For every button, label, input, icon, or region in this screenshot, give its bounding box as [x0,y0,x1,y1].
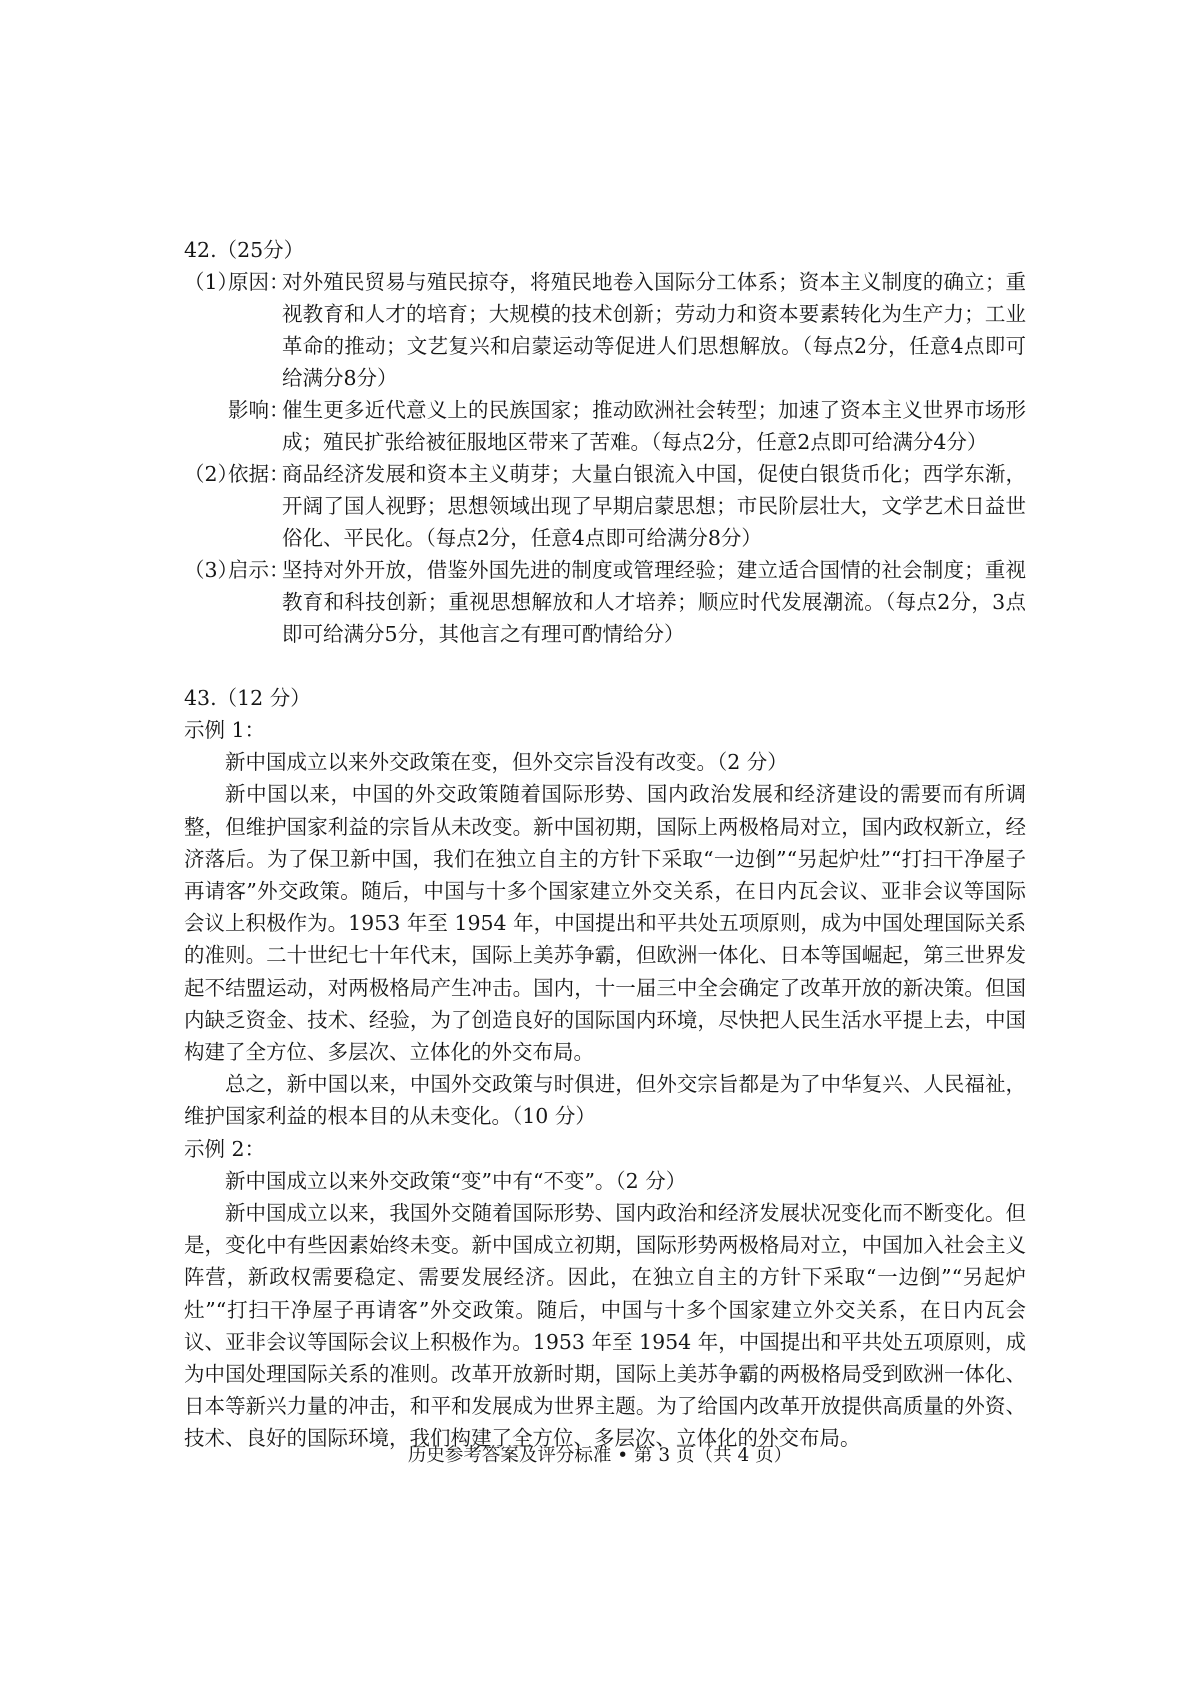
item-number: （2） [184,462,239,486]
example-1-thesis: 新中国成立以来外交政策在变，但外交宗旨没有改变。（2 分） [225,750,788,775]
answer-page-content [184,234,1026,1455]
item-label: 启示： [228,558,290,582]
item-number: （3） [184,558,239,582]
example-1-conclusion: 总之，新中国以来，中国外交政策与时俱进，但外交宗旨都是为了中华复兴、人民福祉，维护国家利益的根本目的从未变化。（10 分） [184,1072,1026,1129]
item-label: 原因： [228,270,290,294]
q42-item-3-lesson [184,554,1026,650]
q42-item-2-basis [184,458,1026,554]
question-42-header: 42.（25分） [184,238,305,262]
example-1-body: 新中国以来，中国的外交政策随着国际形势、国内政治发展和经济建设的需要而有所调整，但维护国家利益的宗旨从未改变。新中国初期，国际上两极格局对立，国内政权新立，经济落后。为了保卫新中国，我们在独立自主的方针下采取“一边倒”“另起炉灶”“打扫干净屋子再请客”外交政策。随后，中国与十多个国家建立外交关系，在日内瓦会议、亚非会议等国际会议上积极作为。1953 年至 1954 年，中国提出和平共处五项原则，成为中国处理国际关系的准则。二十世纪七十年代末，国际上美苏争霸，但欧洲一体化、日本等国崛起，第三世界发起不结盟运动，对两极格局产生冲击。国内，十一届三中全会确定了改革开放的新决策。但国内缺乏资金、技术、经验，为了创造良好的国际国内环境，尽快把人民生活水平提上去，中国构建了全方位、多层次、立体化的外交布局。 [184,782,1026,1065]
item-label: 依据： [228,462,290,486]
question-43-header: 43.（12 分） [184,686,311,710]
item-text: 坚持对外开放，借鉴外国先进的制度或管理经验；建立适合国情的社会制度；重视教育和科技创新；重视思想解放和人才培养；顺应时代发展潮流。（每点2分，3点即可给满分5分，其他言之有理可酌情给分） [282,558,1026,646]
item-text: 对外殖民贸易与殖民掠夺，将殖民地卷入国际分工体系；资本主义制度的确立；重视教育和人才的培育；大规模的技术创新；劳动力和资本要素转化为生产力；工业革命的推动；文艺复兴和启蒙运动等促进人们思想解放。（每点2分，任意4点即可给满分8分） [282,270,1026,390]
example-2-thesis: 新中国成立以来外交政策“变”中有“不变”。（2 分） [225,1168,687,1193]
item-label: 影响： [228,398,290,422]
section-gap [184,650,1026,682]
item-text: 商品经济发展和资本主义萌芽；大量白银流入中国，促使白银货币化；西学东渐，开阔了国人视野；思想领域出现了早期启蒙思想；市民阶层壮大，文学艺术日益世俗化、平民化。（每点2分，任意4点即可给满分8分） [282,462,1026,550]
q42-item-1-cause [184,266,1026,394]
example-2-body: 新中国成立以来，我国外交随着国际形势、国内政治和经济发展状况变化而不断变化。但是，变化中有些因素始终未变。新中国成立初期，国际形势两极格局对立，中国加入社会主义阵营，新政权需要稳定、需要发展经济。因此，在独立自主的方针下采取“一边倒”“另起炉灶”“打扫干净屋子再请客”外交政策。随后，中国与十多个国家建立外交关系，在日内瓦会议、亚非会议等国际会议上积极作为。1953 年至 1954 年，中国提出和平共处五项原则，成为中国处理国际关系的准则。改革开放新时期，国际上美苏争霸的两极格局受到欧洲一体化、日本等新兴力量的冲击，和平和发展成为世界主题。为了给国内改革开放提供高质量的外资、技术、良好的国际环境，我们构建了全方位、多层次、立体化的外交布局。 [184,1201,1026,1451]
q42-item-1-impact [184,394,1026,458]
page-footer: 历史参考答案及评分标准 • 第 3 页（共 4 页） [407,1445,793,1466]
example-1-label: 示例 1： [184,718,266,742]
item-text: 催生更多近代意义上的民族国家；推动欧洲社会转型；加速了资本主义世界市场形成；殖民扩张给被征服地区带来了苦难。（每点2分，任意2点即可给满分4分） [282,398,1026,454]
example-2-label: 示例 2： [184,1136,266,1161]
item-number: （1） [184,270,239,294]
